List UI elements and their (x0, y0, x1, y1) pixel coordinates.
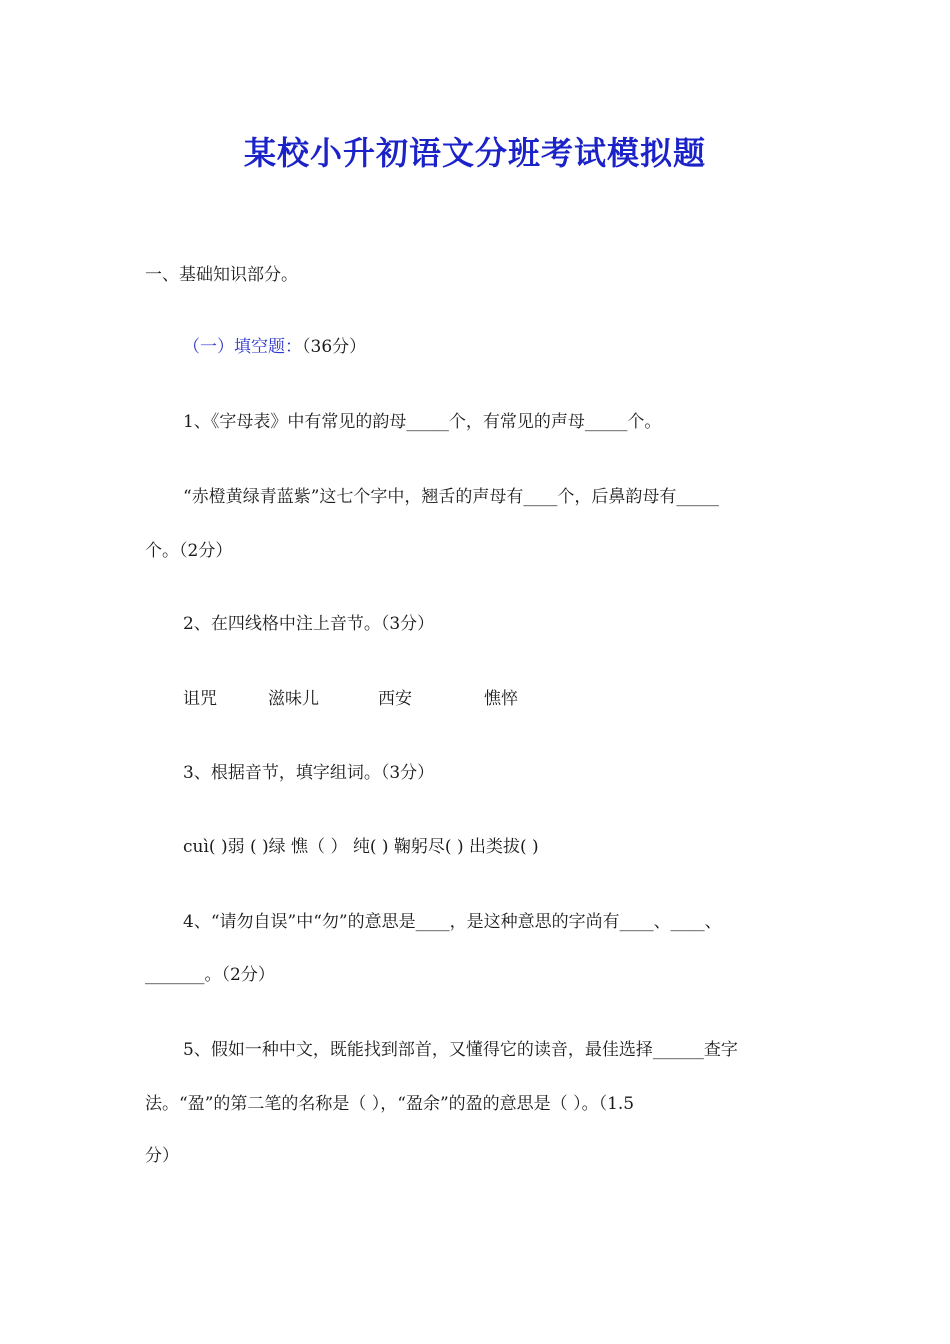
question-2-line-1: 2、在四线格中注上音节。（3分） (183, 614, 435, 634)
question-5-line-3: 分） (145, 1146, 179, 1166)
pinyin-word: 西安 (378, 689, 412, 709)
question-3-line-2: cuì( )弱 ( )绿 憔（ ） 纯( ) 鞠躬尽( ) 出类拔( ) (183, 837, 539, 857)
question-5-line-1: 5、假如一种中文，既能找到部首，又懂得它的读音，最佳选择______查字 (183, 1040, 738, 1060)
pinyin-word: 憔悴 (484, 689, 518, 709)
document-title: 某校小升初语文分班考试模拟题 (243, 134, 706, 172)
pinyin-word: 诅咒 (183, 689, 217, 709)
question-4-line-1: 4、“请勿自误”中“勿”的意思是____，是这种意思的字尚有____、____、 (183, 912, 722, 932)
subsection-title: （一）填空题： (183, 337, 302, 357)
question-1-line-2: “赤橙黄绿青蓝紫”这七个字中，翘舌的声母有____个，后鼻韵母有_____ (183, 487, 719, 507)
question-4-line-2: _______。（2分） (145, 965, 275, 985)
subsection-score: （36分） (302, 337, 367, 357)
question-1-line-1: 1、《字母表》中有常见的韵母_____个，有常见的声母_____个。 (183, 412, 662, 432)
section-heading: 一、基础知识部分。 (145, 265, 298, 285)
question-3-line-1: 3、根据音节，填字组词。（3分） (183, 763, 435, 783)
pinyin-word: 滋味儿 (268, 689, 319, 709)
question-1-line-3: 个。（2分） (145, 541, 233, 561)
question-5-line-2: 法。“盈”的第二笔的名称是（ ），“盈余”的盈的意思是（ ）。（1.5 (145, 1094, 635, 1114)
subsection-heading (183, 336, 366, 358)
